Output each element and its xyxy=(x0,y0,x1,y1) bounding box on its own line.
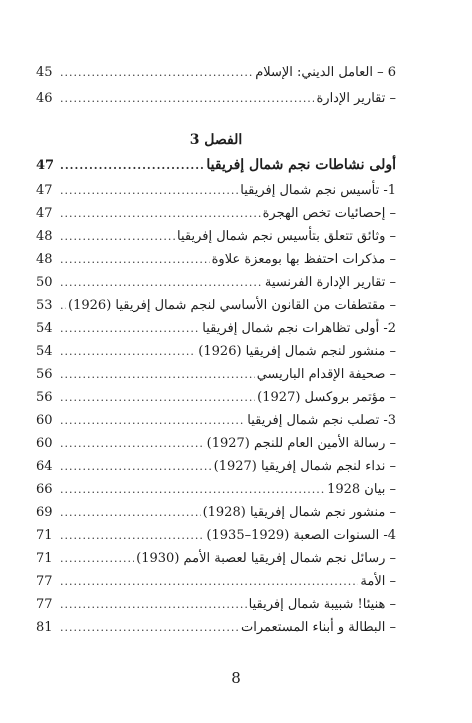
dot-leader xyxy=(58,527,204,545)
toc-entry-title: – رسائل نجم شمال إفريقيا لعصبة الأمم (1930) xyxy=(136,551,396,566)
toc-entry xyxy=(36,228,396,246)
toc-entry-page: 81 xyxy=(36,620,53,635)
toc-entry xyxy=(36,251,396,269)
dot-leader xyxy=(58,343,196,361)
toc-entry-page: 77 xyxy=(36,597,53,612)
toc-entry-page: 69 xyxy=(36,505,53,520)
toc-entry xyxy=(36,205,396,223)
dot-leader xyxy=(58,274,263,292)
toc-entry-page: 60 xyxy=(36,413,53,428)
dot-leader xyxy=(58,504,201,522)
toc-entry-page: 56 xyxy=(36,390,53,405)
toc-entry xyxy=(36,343,396,361)
toc-entry-title: – مذكرات احتفظ بها بومعزة علاوة xyxy=(211,252,396,267)
chapter-label: الفصل 3 xyxy=(189,132,243,148)
toc-entry xyxy=(36,619,396,637)
toc-entry-page: 46 xyxy=(36,91,53,106)
toc-entry-title: – تقارير الإدارة xyxy=(316,91,396,106)
toc-entry-title: – إحصائيات تخص الهجرة xyxy=(262,206,396,221)
toc-entry xyxy=(36,182,396,200)
page-number: 8 xyxy=(231,669,241,687)
toc-entry-title: 4- السنوات الصعبة (1929–1935) xyxy=(206,528,396,543)
toc-entry xyxy=(36,504,396,522)
toc-entry-title: – وثائق تتعلق بتأسيس نجم شمال إفريقيا xyxy=(176,229,396,244)
toc-entry-title: – صحيفة الإقدام الباريسي xyxy=(256,367,396,382)
toc-entry-title: – منشور نجم شمال إفريقيا (1928) xyxy=(202,505,396,520)
dot-leader xyxy=(58,435,205,453)
dot-leader xyxy=(58,297,66,315)
toc-entry-page: 66 xyxy=(36,482,53,497)
toc-entry-page: 71 xyxy=(36,528,53,543)
toc-entry xyxy=(36,527,396,545)
toc-entry-title: – الأمة xyxy=(360,574,396,589)
toc-entry xyxy=(36,573,396,591)
toc-entry-page: 47 xyxy=(36,183,53,198)
toc-entry xyxy=(36,435,396,453)
toc-entry xyxy=(36,320,396,338)
dot-leader xyxy=(58,596,247,614)
chapter-title: أولى نشاطات نجم شمال إفريقيا xyxy=(206,157,396,173)
toc-entry xyxy=(36,389,396,407)
toc-entry-title: 6 – العامل الديني: الإسلام xyxy=(255,65,396,80)
toc-entry-title: – نداء لنجم شمال إفريقيا (1927) xyxy=(213,459,396,474)
dot-leader xyxy=(58,228,175,246)
toc-entry xyxy=(36,596,396,614)
dot-leader xyxy=(58,366,255,384)
toc-entry xyxy=(36,297,396,315)
dot-leader xyxy=(58,550,134,568)
toc-entry-title: – بيان 1928 xyxy=(327,482,396,497)
dot-leader xyxy=(58,481,325,499)
dot-leader xyxy=(58,182,238,200)
dot-leader xyxy=(58,619,239,637)
dot-leader xyxy=(58,412,245,430)
toc-entry xyxy=(36,90,396,108)
dot-leader xyxy=(58,573,358,591)
toc-entry-page: 47 xyxy=(36,206,53,221)
toc-entry-page: 53 xyxy=(36,298,53,313)
toc-entry-title: 3- تصلب نجم شمال إفريقيا xyxy=(247,413,396,428)
dot-leader xyxy=(58,251,210,269)
toc-entry-page: 60 xyxy=(36,436,53,451)
toc-entry-page: 54 xyxy=(36,321,53,336)
toc-entry-title: – تقارير الإدارة الفرنسية xyxy=(264,275,396,290)
dot-leader xyxy=(58,458,212,476)
toc-entry-page: 50 xyxy=(36,275,53,290)
chapter-title-page: 47 xyxy=(36,158,55,173)
toc-entry-page: 64 xyxy=(36,459,53,474)
toc-entry-page: 45 xyxy=(36,65,53,80)
dot-leader xyxy=(58,64,253,82)
dot-leader xyxy=(58,320,200,338)
toc-entry xyxy=(36,481,396,499)
dot-leader xyxy=(58,90,314,108)
toc-entry xyxy=(36,550,396,568)
toc-entry-page: 48 xyxy=(36,252,53,267)
dot-leader xyxy=(58,157,204,175)
toc-entry-title: – هنيئا! شبيبة شمال إفريقيا xyxy=(248,597,396,612)
toc-entry-title: 1- تأسيس نجم شمال إفريقيا xyxy=(240,183,396,198)
toc-entry xyxy=(36,458,396,476)
toc-entry-title: – مقتطفات من القانون الأساسي لنجم شمال إفريقيا (1926) xyxy=(68,298,396,313)
toc-entry-title: – مؤتمر بروكسل (1927) xyxy=(257,390,396,405)
dot-leader xyxy=(58,389,255,407)
toc-entry-page: 77 xyxy=(36,574,53,589)
toc-entry-page: 54 xyxy=(36,344,53,359)
toc-entry-title: 2- أولى تظاهرات نجم شمال إفريقيا xyxy=(202,321,396,336)
toc-entry-title: – البطالة و أبناء المستعمرات xyxy=(240,620,396,635)
toc-entry xyxy=(36,64,396,82)
toc-entry-page: 48 xyxy=(36,229,53,244)
dot-leader xyxy=(58,205,261,223)
toc-entry-title: – رسالة الأمين العام للنجم (1927) xyxy=(206,436,396,451)
toc-entry xyxy=(36,412,396,430)
toc-entry-page: 56 xyxy=(36,367,53,382)
chapter-title-line xyxy=(36,156,396,174)
toc-entry-title: – منشور لنجم شمال إفريقيا (1926) xyxy=(198,344,396,359)
toc-entry xyxy=(36,366,396,384)
toc-entry xyxy=(36,274,396,292)
toc-entry-page: 71 xyxy=(36,551,53,566)
